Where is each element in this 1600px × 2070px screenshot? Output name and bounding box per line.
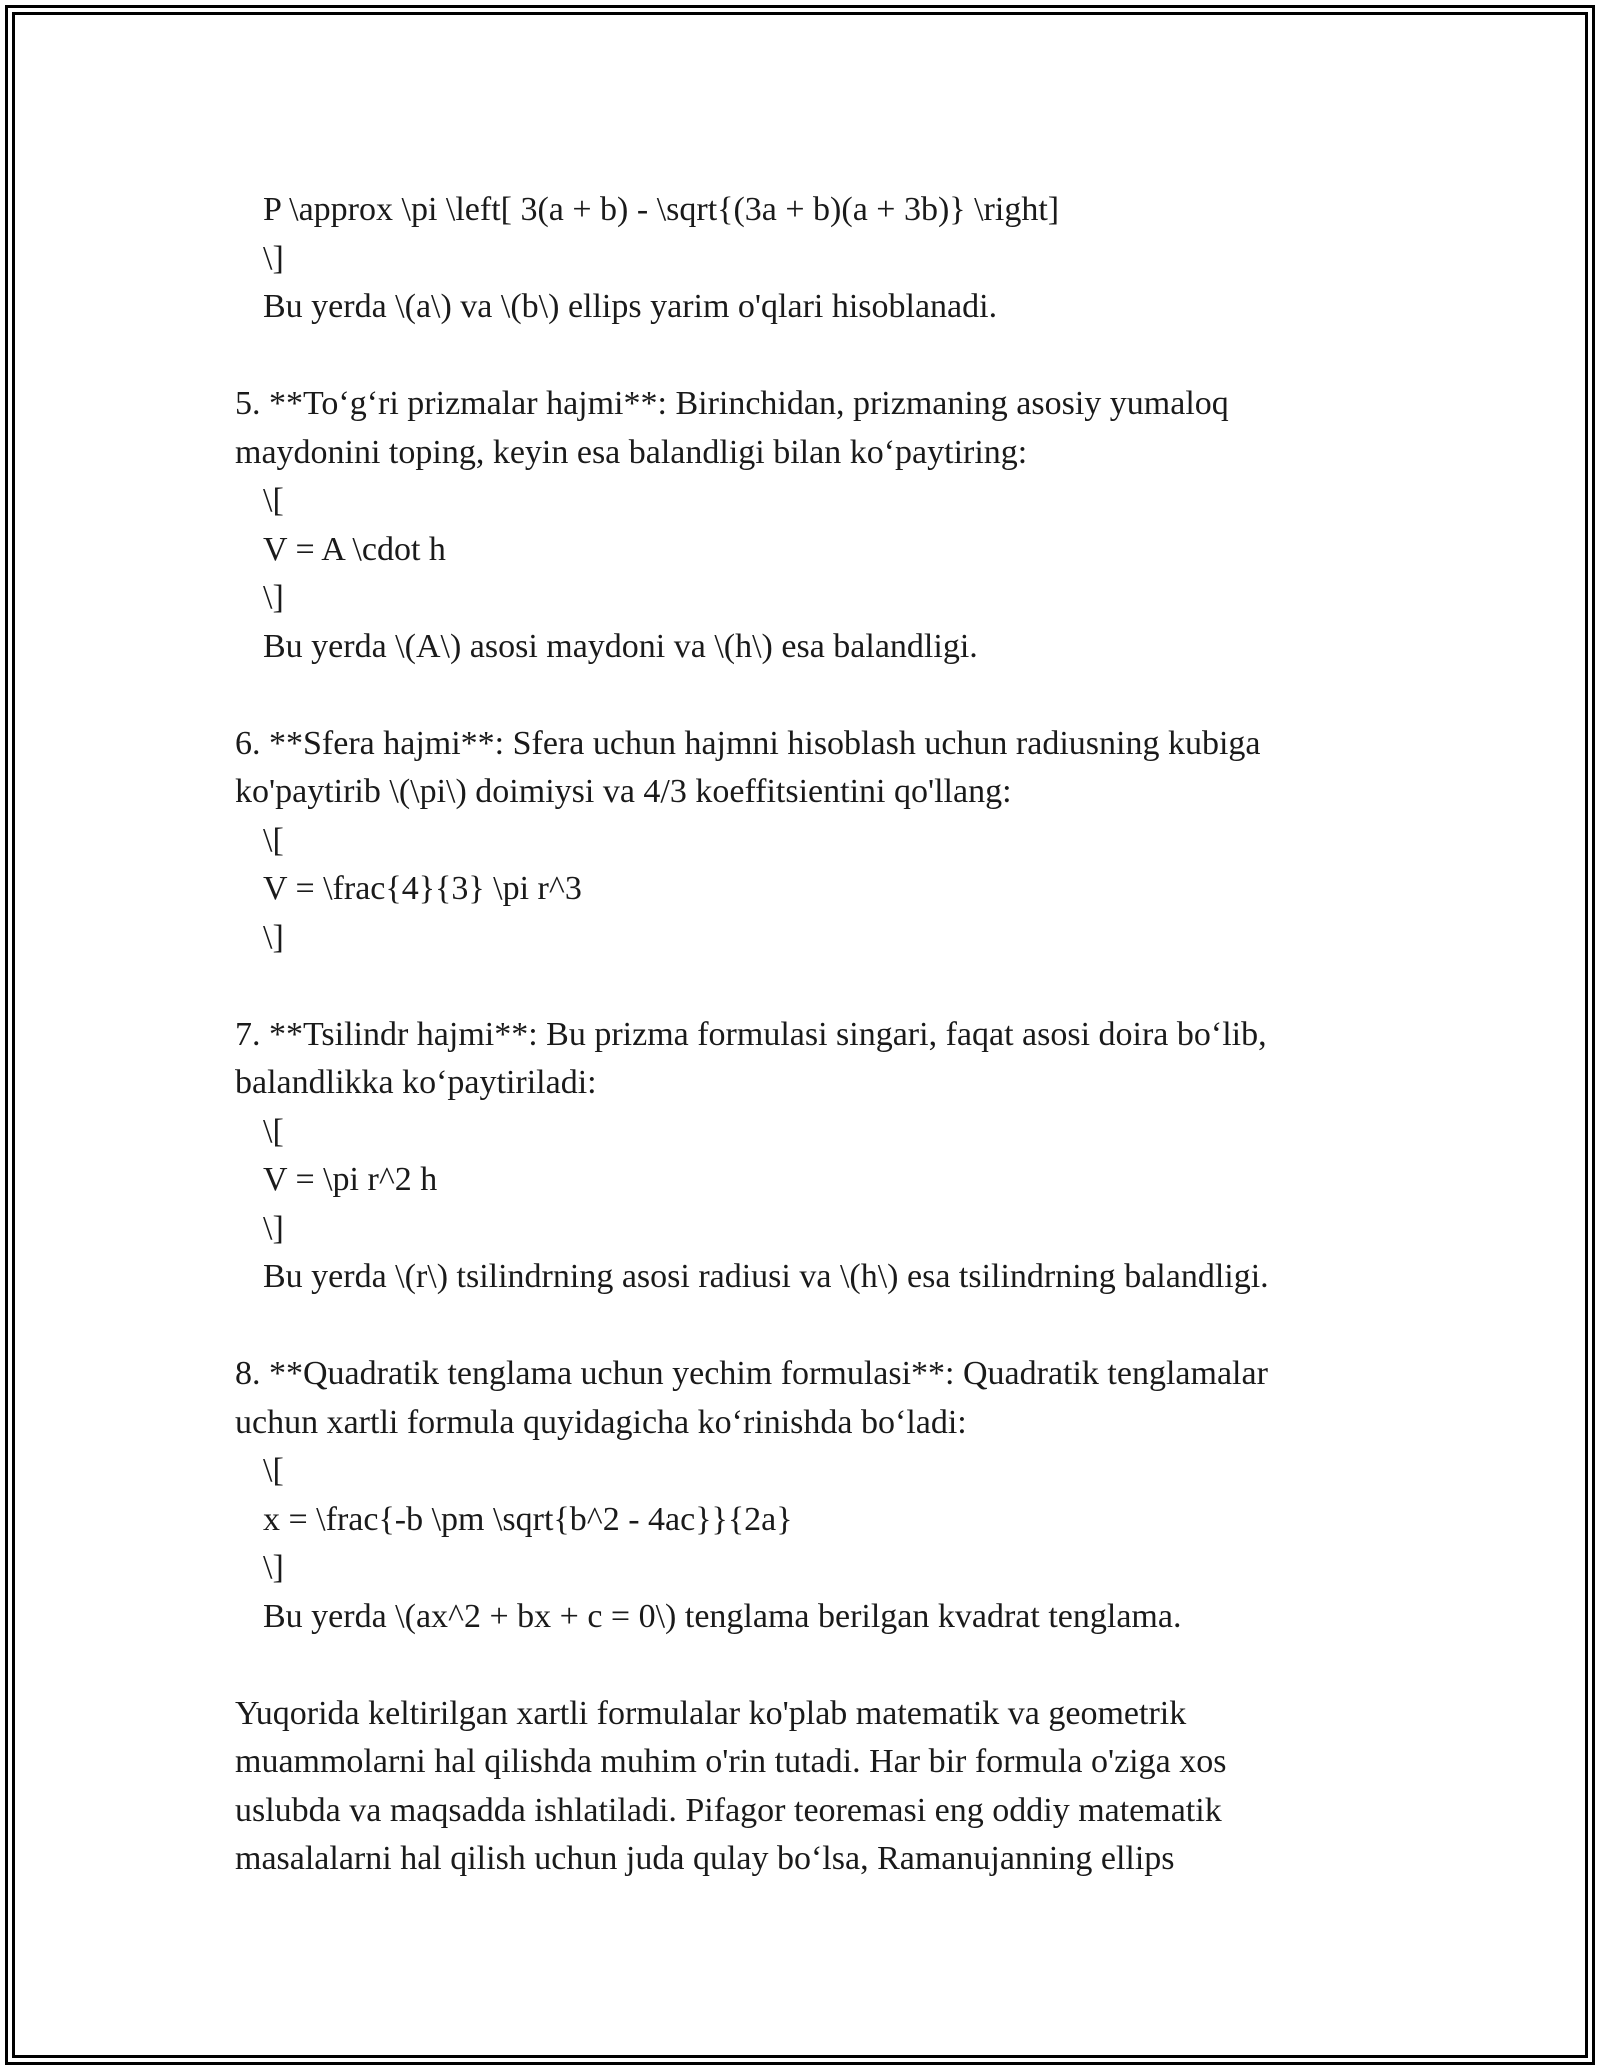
- explanation-line: Bu yerda \(r\) tsilindrning asosi radiusi va \(h\) esa tsilindrning balandligi.: [263, 1258, 1269, 1295]
- formula-close: \]: [263, 239, 284, 277]
- explanation-line: Bu yerda \(ax^2 + bx + c = 0\) tenglama berilgan kvadrat tenglama.: [263, 1597, 1182, 1635]
- formula-line: x = \frac{-b \pm \sqrt{b^2 - 4ac}}{2a}: [263, 1500, 793, 1538]
- explanation-line: Bu yerda \(a\) va \(b\) ellips yarim o'qlari hisoblanadi.: [263, 288, 998, 325]
- formula-close: \]: [263, 1209, 284, 1247]
- formula-close: \]: [263, 918, 284, 956]
- blank-line: [235, 332, 1375, 381]
- conclusion-line: uslubda va maqsadda ishlatiladi. Pifagor teoremasi eng oddiy matematik: [235, 1791, 1222, 1829]
- formula-open: \[: [263, 821, 284, 859]
- item-5-heading: 5. **To‘g‘ri prizmalar hajmi**: Birinchidan, prizmaning asosiy yumaloq: [235, 385, 1229, 422]
- item-5-text: maydonini toping, keyin esa balandligi bilan ko‘paytiring:: [235, 433, 1028, 471]
- formula-line: V = \frac{4}{3} \pi r^3: [263, 870, 582, 907]
- formula-open: \[: [263, 482, 284, 519]
- blank-line: [235, 671, 1375, 720]
- item-6-text: ko'paytirib \(\pi\) doimiysi va 4/3 koeffitsientini qo'llang:: [235, 773, 1012, 810]
- conclusion-line: muammolarni hal qilishda muhim o'rin tutadi. Har bir formula o'ziga xos: [235, 1743, 1227, 1780]
- conclusion-line: Yuqorida keltirilgan xartli formulalar ko'plab matematik va geometrik: [235, 1694, 1187, 1732]
- item-8-heading: 8. **Quadratik tenglama uchun yechim formulasi**: Quadratik tenglamalar: [235, 1355, 1268, 1392]
- formula-open: \[: [263, 1112, 284, 1150]
- conclusion-line: masalalarni hal qilish uchun juda qulay bo‘lsa, Ramanujanning ellips: [235, 1840, 1175, 1877]
- formula-open: \[: [263, 1452, 284, 1489]
- formula-close: \]: [263, 1549, 284, 1586]
- document-body: [235, 186, 1375, 1884]
- formula-line: V = A \cdot h: [263, 530, 446, 568]
- blank-line: [235, 962, 1375, 1011]
- blank-line: [235, 1302, 1375, 1351]
- formula-line: P \approx \pi \left[ 3(a + b) - \sqrt{(3a + b)(a + 3b)} \right]: [263, 191, 1060, 228]
- item-6-heading: 6. **Sfera hajmi**: Sfera uchun hajmni hisoblash uchun radiusning kubiga: [235, 724, 1261, 762]
- formula-line: V = \pi r^2 h: [263, 1161, 438, 1198]
- item-8-text: uchun xartli formula quyidagicha ko‘rinishda bo‘ladi:: [235, 1403, 967, 1441]
- formula-close: \]: [263, 579, 284, 616]
- item-7-heading: 7. **Tsilindr hajmi**: Bu prizma formulasi singari, faqat asosi doira bo‘lib,: [235, 1015, 1267, 1053]
- blank-line: [235, 1641, 1375, 1690]
- explanation-line: Bu yerda \(A\) asosi maydoni va \(h\) esa balandligi.: [263, 627, 978, 665]
- item-7-text: balandlikka ko‘paytiriladi:: [235, 1064, 597, 1101]
